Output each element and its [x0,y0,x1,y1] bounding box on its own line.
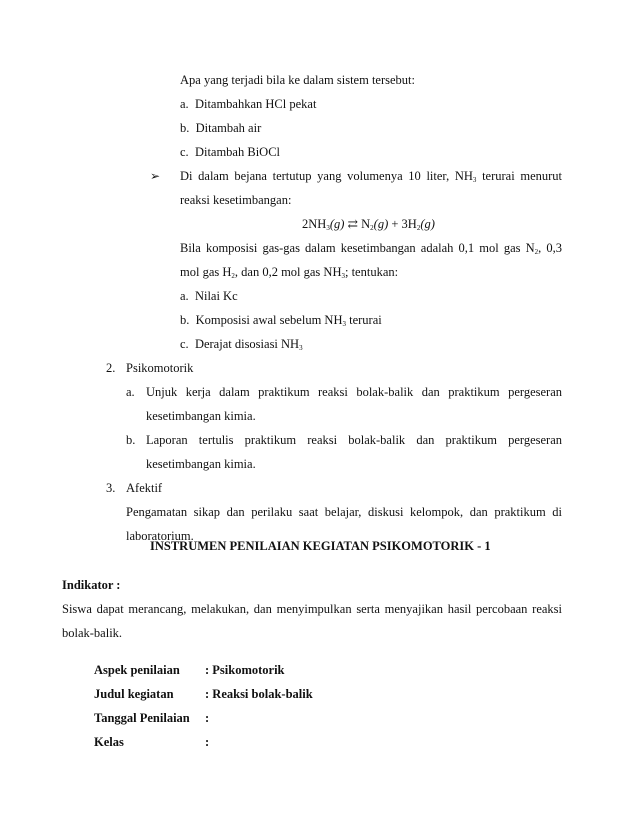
q4-line1-tail: terurai menurut [482,169,563,183]
q4-comp-text: , dan 0,2 mol gas NH [234,265,342,279]
equilibrium-equation [302,216,435,232]
q4-item-sub: 3 [299,344,303,352]
q4-composition-line1 [180,240,562,256]
eq-sub: 2 [370,224,374,232]
q4-composition-line2 [180,264,398,280]
q3-item-b [180,120,261,136]
q4-line2: reaksi kesetimbangan: [180,193,292,207]
info-label-tanggal: Tanggal Penilaian [94,711,190,725]
indikator-line2: bolak-balik. [62,626,123,640]
section-2-item-a-line1: Unjuk kerja dalam praktikum reaksi bolak-balik dan praktikum pergeseran [146,385,562,399]
q4-comp-text: ; tentukan: [344,265,399,279]
q4-comp-text: mol gas H [180,265,232,279]
q4-item-label: b. [180,313,190,327]
q4-item-sub: 3 [342,320,346,328]
q4-item-label: a. [180,289,189,303]
q4-item-b [180,312,382,328]
q4-item-text: Nilai Kc [194,289,238,303]
q4-item-tail: terurai [345,313,382,327]
eq-sub: 3 [326,224,330,232]
q4-comp-sub: 2 [534,248,539,256]
q3-item-label: c. [180,145,189,159]
section-2-number: 2. [106,361,116,375]
arrow-bullet-icon: ➢ [150,169,161,183]
eq-phase: (g) [373,217,389,231]
q4-comp-text: Bila komposisi gas-gas dalam kesetimbangan adalah 0,1 mol gas N [180,241,535,255]
q4-item-text: Komposisi awal sebelum NH [195,313,343,327]
eq-phase: (g) [420,217,435,231]
info-label-judul: Judul kegiatan [94,687,174,701]
q3-item-c [180,144,280,160]
section-3-title: Afektif [126,481,163,495]
q4-line1 [180,168,562,184]
q4-item-a [180,288,238,304]
section-2-item-label: a. [126,385,135,399]
q4-line1-text: Di dalam bejana tertutup yang volumenya 10 liter, NH [180,169,473,183]
section-2-item-label: b. [126,433,136,447]
q3-item-text: Ditambah BiOCl [194,145,281,159]
section-3-line1: Pengamatan sikap dan perilaku saat belajar, diskusi kelompok, dan praktikum di [126,505,562,519]
indikator-label: Indikator : [62,578,121,592]
q4-comp-text: , 0,3 [538,241,562,255]
q4-comp-sub: 2 [231,272,235,280]
indikator-line1: Siswa dapat merancang, melakukan, dan menyimpulkan serta menyajikan hasil percobaan reaksi [62,602,562,616]
page-heading: INSTRUMEN PENILAIAN KEGIATAN PSIKOMOTORIK - 1 [150,539,491,553]
eq-phase: (g) [329,217,345,231]
info-label-kelas: Kelas [94,735,124,749]
section-2-title: Psikomotorik [126,361,194,375]
q4-comp-sub: 3 [341,272,345,280]
q4-item-text: Derajat disosiasi NH [194,337,300,351]
equilibrium-arrow-icon: ⇄ [344,217,362,231]
eq-part: N [361,217,371,231]
section-3-line2: laboratorium. [126,529,194,543]
q4-item-label: c. [180,337,189,351]
q3-item-text: Ditambahkan HCl pekat [194,97,317,111]
section-3-number: 3. [106,481,116,495]
q4-line1-sub: 3 [472,176,477,184]
info-value-tanggal: : [205,711,210,725]
info-value-text: : Psikomotorik [205,663,285,677]
q3-intro: Apa yang terjadi bila ke dalam sistem tersebut: [180,73,415,87]
section-2-item-b-line1: Laporan tertulis praktikum reaksi bolak-balik dan praktikum pergeseran [146,433,562,447]
eq-part: + 3H [388,217,417,231]
info-label-aspek: Aspek penilaian [94,663,180,677]
section-2-item-a-line2: kesetimbangan kimia. [146,409,256,423]
q3-item-a [180,96,316,112]
info-value-kelas: : [205,735,210,749]
section-2-item-b-line2: kesetimbangan kimia. [146,457,256,471]
q3-item-text: Ditambah air [195,121,262,135]
eq-part: 2NH [302,217,327,231]
q3-item-label: a. [180,97,189,111]
info-value-judul [205,686,313,702]
q4-item-c [180,336,303,352]
info-value-aspek [205,662,285,678]
info-value-text: : Reaksi bolak-balik [205,687,313,701]
q3-item-label: b. [180,121,190,135]
eq-sub: 2 [416,224,421,232]
